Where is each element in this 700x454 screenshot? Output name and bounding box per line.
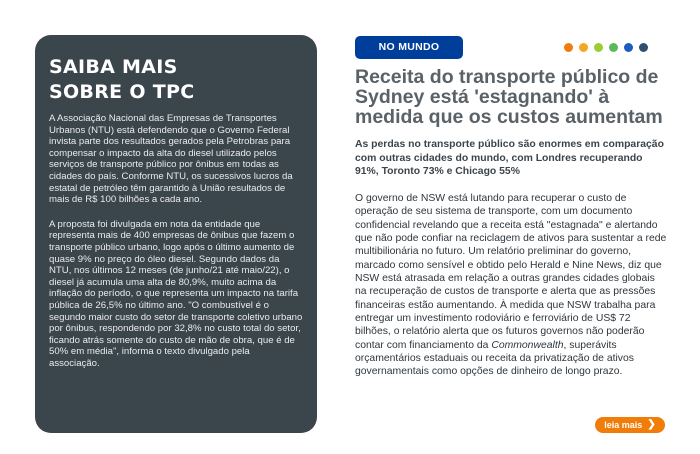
article-lede: As perdas no transporte público são enormes em comparação com outras cidades do mundo, com Londres recuperando 91%, Toronto 73% e Chicago 55% (355, 139, 664, 177)
section-tag: NO MUNDO (355, 36, 463, 59)
sidebar-title-line2: SOBRE O TPC (49, 81, 195, 103)
article-body-italic: Commonwealth (491, 339, 564, 351)
article-headline: Receita do transporte público de Sydney está 'estagnando' à medida que os custos aumentam (355, 66, 663, 128)
read-more-label: leia mais (604, 420, 643, 430)
sidebar-title (49, 55, 303, 105)
dot-blue (624, 43, 633, 52)
article-body-part2: , superávits orçamentários estaduais ou receita da privatização de ativos governamentais como opções de dinheiro de longo prazo. (355, 339, 634, 378)
sidebar-paragraph-1: A Associação Nacional das Empresas de Transportes Urbanos (NTU) está defendendo que o Governo Federal invista parte dos resultados gerados pela Petrobras para compensar o impacto da alta do diesel utilizado pelos serviços de transporte público por ônibus em todas as cidades do país. Conforme NTU, os sucessivos lucros da estatal de petróleo têm garantido à União resultados de mais de R$ 100 bilhões a cada ano. (49, 113, 293, 206)
sidebar-paragraph-2: A proposta foi divulgada em nota da entidade que representa mais de 400 empresas de ônibus que fazem o transporte público urbano, logo após o último aumento de quase 9% no preço do óleo diesel. Segundo dados da NTU, nos últimos 12 meses (de junho/21 até maio/22), o diesel já acumula uma alta de 80,9%, muito acima da inflação do período, o que representa um impacto na tarifa pública de 26,5% no último ano. "O combustível é o segundo maior custo do setor de transporte coletivo urbano por ônibus, respondendo por 32,8% no custo total do setor, ficando atrás somente do custo de mão de obra, que é de 50% em média", informa o texto divulgado pela associação. (49, 218, 303, 369)
article-body (355, 192, 669, 379)
dot-navy (639, 43, 648, 52)
color-dots (564, 43, 648, 52)
info-sidebar (35, 35, 317, 433)
dot-green (609, 43, 618, 52)
sidebar-title-line1: SAIBA MAIS (49, 56, 178, 78)
read-more-button[interactable] (595, 417, 665, 433)
dot-lime (594, 43, 603, 52)
dot-amber (579, 43, 588, 52)
chevron-right-icon: ❯ (647, 419, 656, 430)
dot-orange (564, 43, 573, 52)
article-body-part1: O governo de NSW está lutando para recuperar o custo de operação de seu sistema de transporte, com um documento confidencial revelando que a receita está "estagnada" e alertando que não pode confiar na reciclagem de ativos para sustentar a rede multibilionária no futuro. Um relatório preliminar do governo, marcado como sensível e obtido pelo Herald e Nine News, diz que NSW está atrasada em relação a outras grandes cidades globais na recuperação de custos de transporte e alerta que as pressões financeiras estão aumentando. À medida que NSW trabalha para entregar um investimento rodoviário e ferroviário de US$ 72 bilhões, o relatório alerta que os futuros governos não poderão contar com financiamento da (355, 193, 667, 351)
